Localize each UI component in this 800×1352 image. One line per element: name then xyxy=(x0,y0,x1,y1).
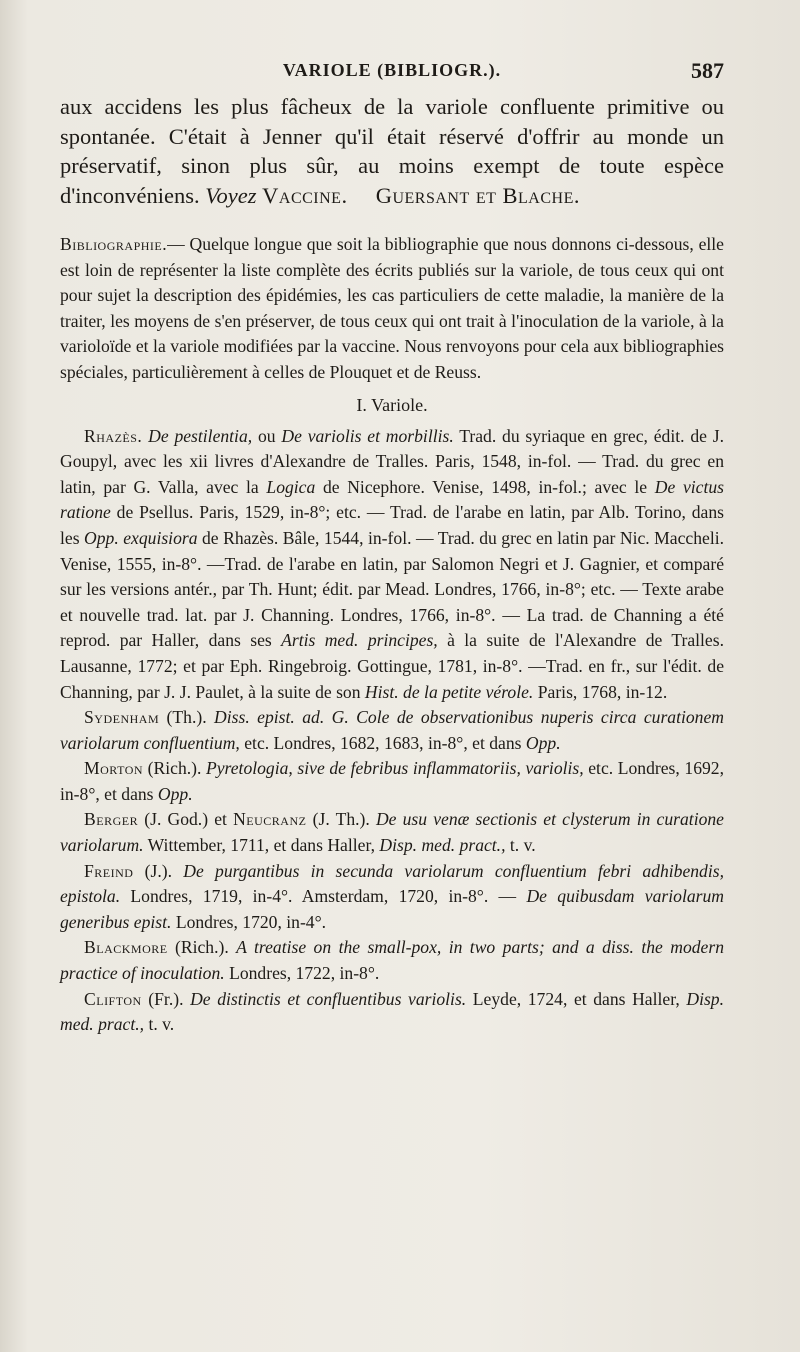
entry-title: De purgantibus in secunda variolarum confluentium febri adhibendis, epistola. xyxy=(60,860,724,907)
entry-text: de Psellus. Paris, 1529, in-8°; etc. — Trad. de l'arabe en latin, par Alb. Torino, dans les xyxy=(60,502,724,548)
entry-text: (J. Th.). xyxy=(306,809,376,830)
entry-sydenham xyxy=(60,705,724,756)
entry-title: De usu venæ sectionis et clysterum in curatione variolarum. xyxy=(60,809,724,856)
entry-text: Londres, 1719, in-4°. Amsterdam, 1720, in-8°. — xyxy=(120,886,527,907)
entry-text: (Rich.). xyxy=(143,758,206,779)
entry-title: De variolis et morbillis. xyxy=(281,425,454,446)
page-body xyxy=(60,92,724,1038)
entry-clifton xyxy=(60,987,724,1038)
entry-author: Berger xyxy=(84,809,139,830)
entry-title: A treatise on the small-pox, in two parts; and a diss. the modern practice of inoculation. xyxy=(60,937,724,984)
entry-berger xyxy=(60,807,724,858)
intro-text: aux accidens les plus fâcheux de la variole confluente primitive ou spontanée. C'était à Jenner qu'il était réservé d'offrir au monde un préservatif, sinon plus sûr, au moins exempt de toute espèce d'inconvéniens. xyxy=(60,94,724,208)
entry-title: De pestilentia, xyxy=(148,425,253,446)
entry-title: De victus ratione xyxy=(60,476,725,523)
entry-text: de Rhazès. Bâle, 1544, in-fol. — Trad. du grec en latin par Nic. Maccheli. Venise, 1555, in-8°. —Trad. de l'arabe en latin, par Salomon Negri et J. Gagnier, et comparé sur les versions antér., par Th. Hunt; édit. par Mead. Londres, 1766, in-8°; etc. — Texte arabe et nouvelle trad. lat. par J. Channing. Londres, 1766, in-8°. — La trad. de Channing a été reprod. par Haller, dans ses xyxy=(60,527,724,651)
entry-title: Disp. med. pract., xyxy=(60,988,724,1035)
bibliography-label: Bibliographie. xyxy=(60,234,168,254)
running-title: VARIOLE (BIBLIOGR.). xyxy=(282,60,502,80)
entry-title: Opp. exquisiora xyxy=(84,527,198,548)
entry-text: t. v. xyxy=(144,1014,175,1035)
entry-text: (Th.). xyxy=(159,707,215,728)
entry-text: etc. Londres, 1692, in-8°, et dans xyxy=(60,758,724,804)
entry-morton xyxy=(60,756,724,807)
voyez-link-label: Voyez xyxy=(205,182,257,208)
bibliography-text: — Quelque longue que soit la bibliographie que nous donnons ci-dessous, elle est loin de représenter la liste complète des écrits publiés sur la variole, de tous ceux qui ont pour sujet la description des épidémies, les cas particuliers de cette maladie, la manière de la traiter, les moyens de s'en préserver, de tous ceux qui ont trait à l'inoculation de la variole, à la varioloïde et la variole modifiées par la vaccine. Nous renvoyons pour cela aux bibliographies spéciales, particulièrement à celles de Plouquet et de Reuss. xyxy=(60,234,724,382)
entry-author: Sydenham xyxy=(84,707,160,728)
entry-text: ou xyxy=(252,425,282,446)
entry-text: Paris, 1768, in-12. xyxy=(533,681,668,702)
entry-text: Londres, 1720, in-4°. xyxy=(171,911,327,932)
entry-rhazes xyxy=(60,424,724,706)
entry-author: Neucranz xyxy=(233,809,307,830)
entry-title: Pyretologia, sive de febribus inflammatoriis, variolis, xyxy=(206,758,584,779)
entry-author: Blackmore xyxy=(84,937,168,958)
entry-text: Londres, 1722, in-8°. xyxy=(224,963,380,984)
entry-text: Leyde, 1724, et dans Haller, xyxy=(466,988,687,1009)
entry-freind xyxy=(60,859,724,936)
entry-text: (Fr.). xyxy=(141,988,191,1009)
entry-text: etc. Londres, 1682, 1683, in-8°, et dans xyxy=(239,732,526,753)
entry-title: De distinctis et confluentibus variolis. xyxy=(190,988,467,1009)
entry-text: t. v. xyxy=(505,835,536,856)
entry-text: (Rich.). xyxy=(167,937,237,958)
entry-text: (J.). xyxy=(133,860,184,881)
entry-title: Diss. epist. ad. G. Cole de observationibus nuperis circa curationem variolarum confluentium, xyxy=(60,707,724,753)
entry-title: Artis med. principes, xyxy=(281,630,438,651)
page-number: 587 xyxy=(691,58,724,83)
entry-text: (J. God.) et xyxy=(138,809,234,830)
entry-text: de Nicephore. Venise, 1498, in-fol.; avec le xyxy=(315,476,655,497)
vaccine-cross-reference: Vaccine. xyxy=(262,182,348,208)
bibliography-intro xyxy=(60,232,724,386)
intro-paragraph xyxy=(60,92,724,210)
page-header xyxy=(60,58,724,84)
section-heading: I. Variole. xyxy=(356,394,428,415)
entry-text: Wittember, 1711, et dans Haller, xyxy=(143,835,380,856)
entry-author: Morton xyxy=(84,758,144,779)
entry-author: Rhazès. xyxy=(84,425,143,446)
entry-blackmore xyxy=(60,935,724,986)
entry-title: Logica xyxy=(266,476,316,497)
entry-title: Opp. xyxy=(157,783,193,804)
entry-author: Clifton xyxy=(84,988,142,1009)
entry-title: De quibusdam variolarum generibus epist. xyxy=(60,886,724,932)
entry-author: Freind xyxy=(84,860,134,881)
entry-title: Opp. xyxy=(525,732,561,753)
author-signature: Guersant et Blache. xyxy=(375,182,580,208)
entry-text: Trad. du syriaque en grec, édit. de J. Goupyl, avec les xii livres d'Alexandre de Tralles. Paris, 1548, in-fol. — Trad. du grec en latin, par G. Valla, avec la xyxy=(60,425,725,497)
entry-title: Disp. med. pract., xyxy=(379,835,506,856)
entry-title: Hist. de la petite vérole. xyxy=(364,681,534,702)
entry-text: à la suite de l'Alexandre de Tralles. Lausanne, 1772; et par Eph. Ringebroig. Gottingue, 1781, in-8°. —Trad. en fr., sur l'édit. de Channing, par J. J. Paulet, à la suite de son xyxy=(60,630,724,702)
